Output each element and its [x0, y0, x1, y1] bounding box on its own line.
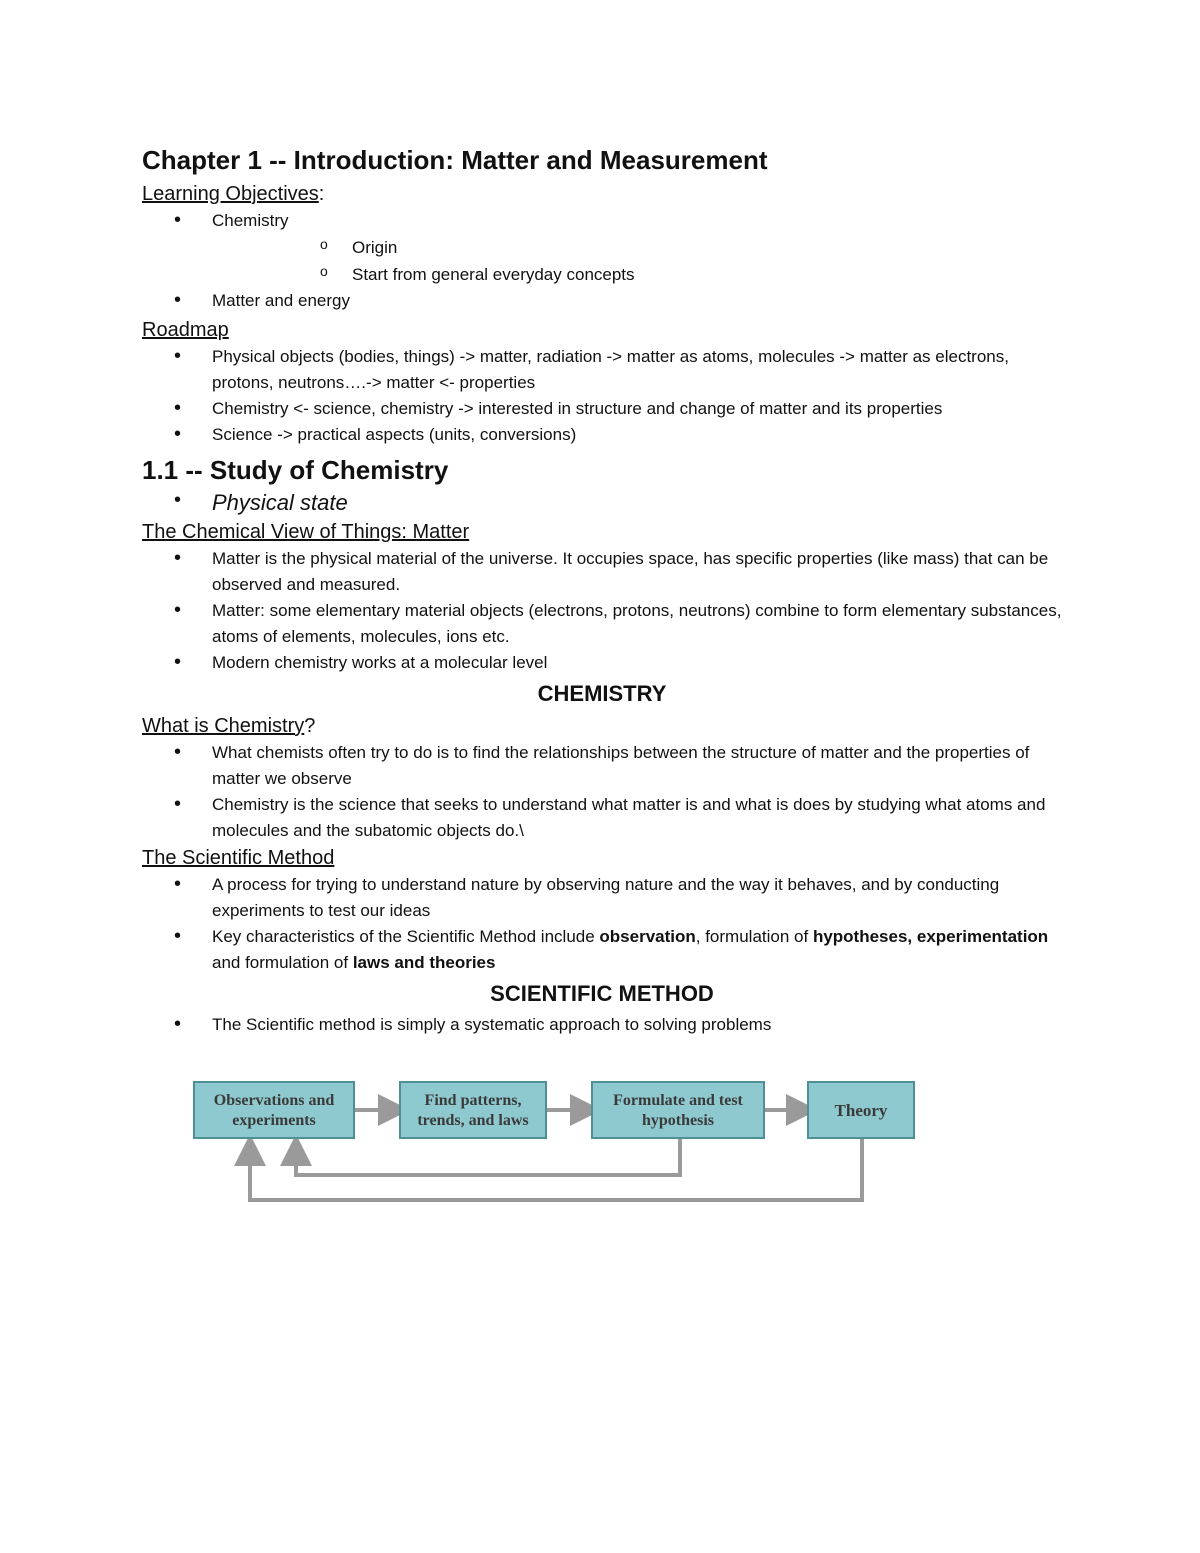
list-item: • Science -> practical aspects (units, conversions) [142, 422, 1062, 448]
flow-box-theory [808, 1082, 914, 1138]
sub-list-item: o Start from general everyday concepts [212, 261, 1062, 288]
section-list [142, 488, 1062, 518]
flow-box-hypothesis [592, 1082, 764, 1138]
feedback-arrow-outer [250, 1138, 862, 1200]
what-is-chemistry-list [142, 740, 1062, 844]
svg-text:Find patterns,: Find patterns, [424, 1092, 522, 1109]
list-item: • Chemistry is the science that seeks to understand what matter is and what is does by studying what atoms and molecules and the subatomic objects do.\ [142, 792, 1062, 844]
list-item: • Matter and energy [142, 288, 1062, 314]
chapter-title: Chapter 1 -- Introduction: Matter and Measurement [142, 145, 768, 175]
list-item: • Physical objects (bodies, things) -> matter, radiation -> matter as atoms, molecules -> matter as electrons, protons, neutrons….-> matter <- properties [142, 344, 1062, 396]
list-item: • Physical state [142, 488, 1062, 518]
svg-text:Theory: Theory [834, 1101, 888, 1120]
flow-box-observations [194, 1082, 354, 1138]
learning-objectives-heading: Learning Objectives: [142, 183, 325, 205]
scientific-method-summary-list [142, 1012, 1062, 1038]
flow-box-patterns [400, 1082, 546, 1138]
what-is-chemistry-heading: What is Chemistry? [142, 715, 316, 737]
sub-list [212, 234, 1062, 288]
learning-objectives-list [142, 208, 1062, 314]
scientific-method-title: SCIENTIFIC METHOD [490, 981, 714, 1006]
list-item: • Modern chemistry works at a molecular level [142, 650, 1062, 676]
list-item: • What chemists often try to do is to find the relationships between the structure of matter and the properties of matter we observe [142, 740, 1062, 792]
chemistry-title: CHEMISTRY [537, 681, 667, 706]
roadmap-heading: Roadmap [142, 319, 229, 341]
roadmap-list [142, 344, 1062, 448]
chemical-view-list [142, 546, 1062, 676]
svg-text:Formulate and test: Formulate and test [613, 1092, 743, 1109]
document-page [142, 140, 1062, 1038]
feedback-arrow-inner [296, 1138, 680, 1175]
list-item: • Chemistry o Origin o Start from general everyday concepts [142, 208, 1062, 288]
list-item: • Key characteristics of the Scientific Method include observation, formulation of hypotheses, experimentation and formulation of laws and theories [142, 924, 1062, 976]
scientific-method-heading: The Scientific Method [142, 847, 335, 869]
list-item: • A process for trying to understand nature by observing nature and the way it behaves, and by conducting experiments to test our ideas [142, 872, 1062, 924]
list-item: • Matter is the physical material of the universe. It occupies space, has specific properties (like mass) that can be observed and measured. [142, 546, 1062, 598]
sub-list-item: o Origin [212, 234, 1062, 261]
svg-text:experiments: experiments [232, 1112, 316, 1129]
list-item: • Chemistry <- science, chemistry -> interested in structure and change of matter and its properties [142, 396, 1062, 422]
svg-text:Observations and: Observations and [213, 1092, 335, 1109]
scientific-method-flowchart [190, 1078, 920, 1208]
list-item: • The Scientific method is simply a systematic approach to solving problems [142, 1012, 1062, 1038]
chemical-view-heading: The Chemical View of Things: Matter [142, 521, 470, 543]
scientific-method-list [142, 872, 1062, 976]
svg-text:trends, and laws: trends, and laws [417, 1112, 529, 1129]
section-heading: 1.1 -- Study of Chemistry [142, 455, 449, 485]
list-item: • Matter: some elementary material objects (electrons, protons, neutrons) combine to form elementary substances, atoms of elements, molecules, ions etc. [142, 598, 1062, 650]
svg-text:hypothesis: hypothesis [641, 1112, 715, 1129]
